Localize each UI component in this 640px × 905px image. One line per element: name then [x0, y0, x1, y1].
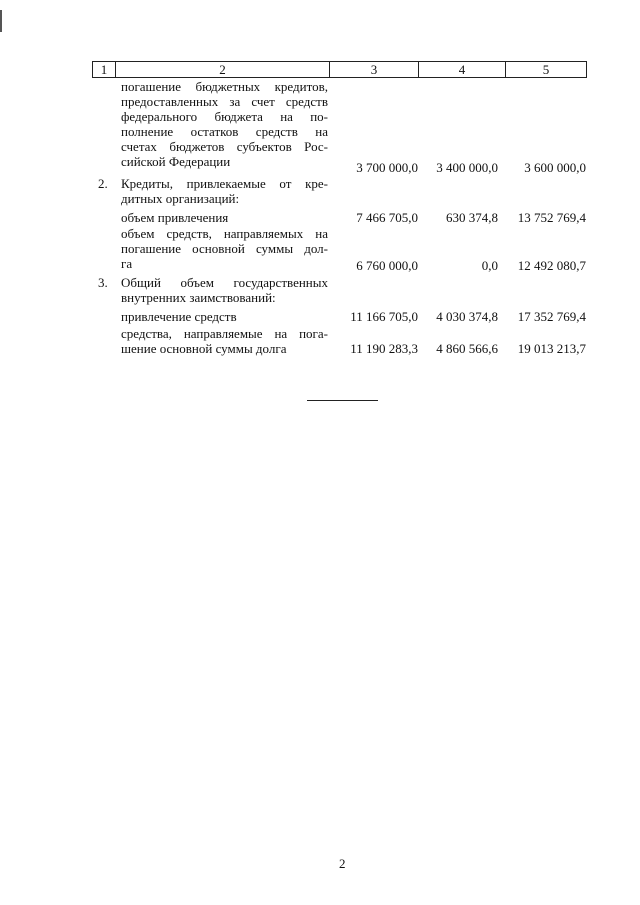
- text-line: Кредиты, привлекаемые от кре-: [121, 176, 328, 191]
- text-line: привлечение средств: [121, 309, 237, 324]
- row3b-label: [121, 326, 328, 356]
- table-header-row: [92, 61, 587, 78]
- row2b-label: [121, 226, 328, 271]
- header-col-3: 3: [330, 62, 419, 77]
- text-line: сийской Федерации: [121, 154, 231, 169]
- row2a-label: [121, 210, 328, 225]
- row3b-col3-value: 11 190 283,3: [350, 341, 418, 356]
- row2a-col5-value: 13 752 769,4: [517, 210, 586, 225]
- text-line: предоставленных за счет средств: [121, 94, 328, 109]
- text-line: шение основной суммы долга: [121, 341, 287, 356]
- text-line: полнение остатков средств на: [121, 124, 328, 139]
- row2-index: 2.: [98, 176, 108, 191]
- row3b-col4-value: 4 860 566,6: [436, 341, 498, 356]
- header-col-5: 5: [542, 62, 550, 77]
- row2b-col3-value: 6 760 000,0: [356, 258, 418, 273]
- text-line: погашение бюджетных кредитов,: [121, 79, 328, 94]
- header-col-2: 2: [116, 62, 330, 77]
- row3a-col3-value: 11 166 705,0: [350, 309, 418, 324]
- page-number: 2: [339, 856, 346, 871]
- row2b-col5-value: 12 492 080,7: [517, 258, 586, 273]
- text-line: Общий объем государственных: [121, 275, 328, 290]
- row2a-col4-value: 630 374,8: [446, 210, 498, 225]
- row2a-col3-value: 7 466 705,0: [356, 210, 418, 225]
- text-line: объем привлечения: [121, 210, 229, 225]
- row0-col5-value: 3 600 000,0: [524, 160, 586, 175]
- header-col-4: 4: [419, 62, 506, 77]
- row2-label: [121, 176, 328, 206]
- header-col-1: 1: [93, 62, 116, 77]
- row3a-col5-value: 17 352 769,4: [517, 309, 586, 324]
- row-budget-credits-repayment-label: [121, 79, 328, 169]
- text-line: счетах бюджетов субъектов Рос-: [121, 139, 328, 154]
- row3a-label: [121, 309, 328, 324]
- row3-index: 3.: [98, 275, 108, 290]
- row0-col3-value: 3 700 000,0: [356, 160, 418, 175]
- text-line: объем средств, направляемых на: [121, 226, 328, 241]
- row3-label: [121, 275, 328, 305]
- text-line: дитных организаций:: [121, 191, 240, 206]
- text-line: га: [121, 256, 133, 271]
- end-of-table-rule: [307, 400, 378, 401]
- row2b-col4-value: 0,0: [481, 258, 498, 273]
- text-line: федерального бюджета на по-: [121, 109, 328, 124]
- row0-col4-value: 3 400 000,0: [436, 160, 498, 175]
- text-line: внутренних заимствований:: [121, 290, 276, 305]
- scan-edge-mark: [0, 10, 2, 32]
- row3a-col4-value: 4 030 374,8: [436, 309, 498, 324]
- text-line: погашение основной суммы дол-: [121, 241, 328, 256]
- text-line: средства, направляемые на пога-: [121, 326, 328, 341]
- row3b-col5-value: 19 013 213,7: [517, 341, 586, 356]
